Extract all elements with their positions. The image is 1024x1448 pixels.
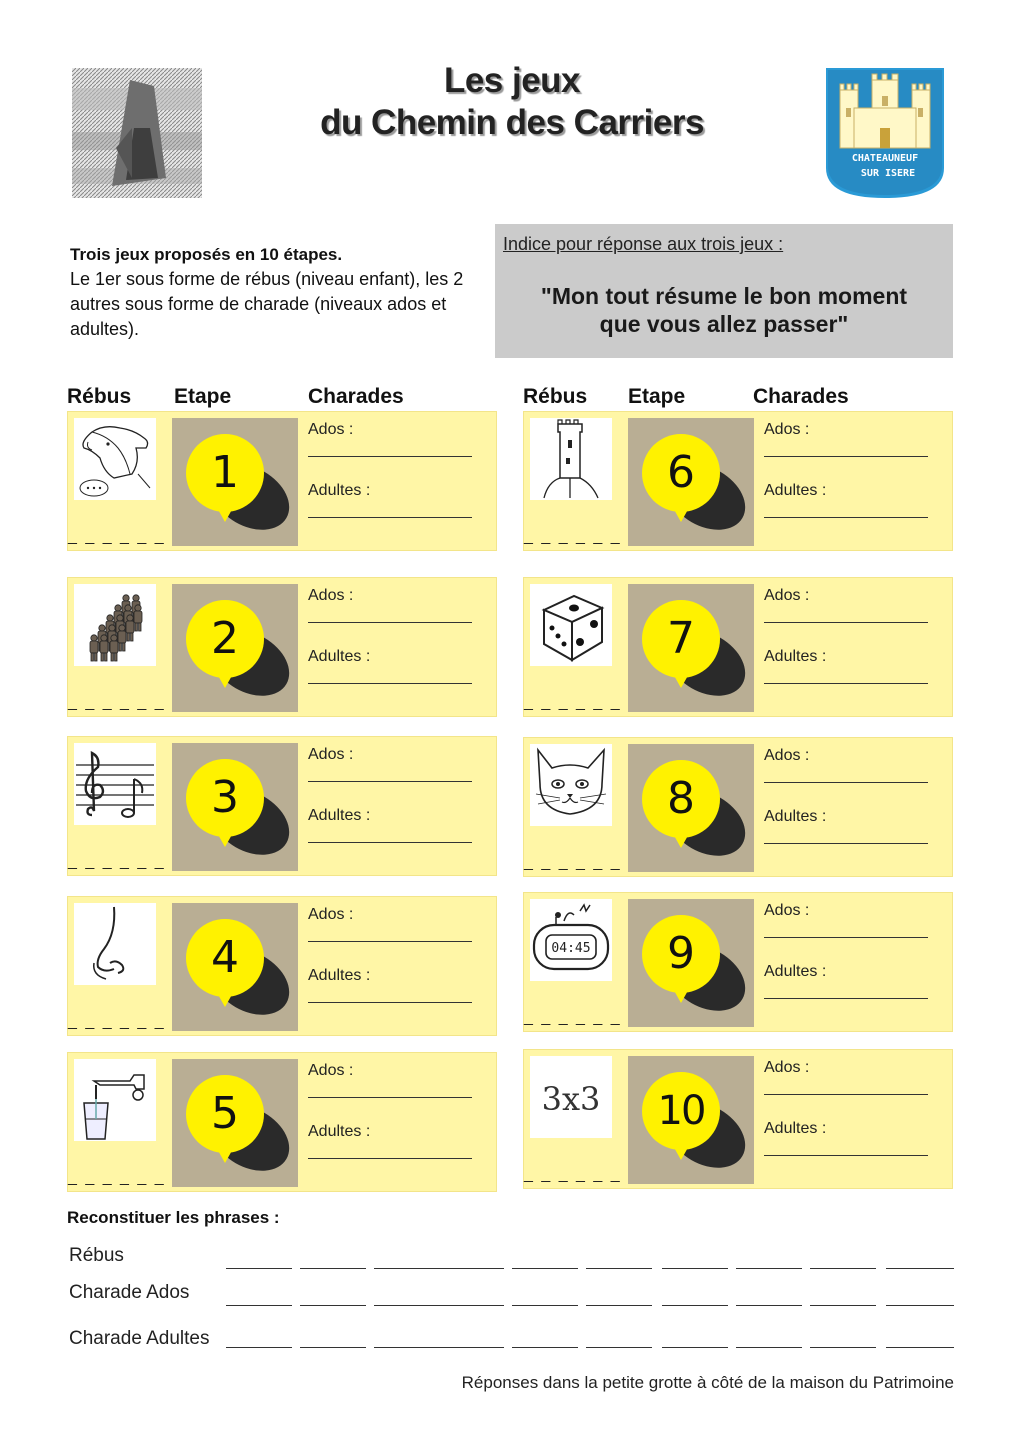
recon-blank-1-4[interactable] [512, 1305, 578, 1306]
intro-body: Le 1er sous forme de rébus (niveau enfant), les 2 autres sous forme de charade (niveaux ados et adultes). [70, 269, 464, 339]
etape-marker [172, 584, 298, 712]
adultes-answer-line[interactable] [308, 1158, 472, 1159]
adultes-label: Adultes : [764, 808, 827, 825]
hint-label: Indice pour réponse aux trois jeux : [503, 234, 784, 254]
ados-label: Ados : [308, 746, 354, 763]
ados-answer-line[interactable] [764, 622, 928, 623]
ados-label: Ados : [308, 1062, 354, 1079]
header-etape-left: Etape [174, 385, 232, 408]
recon-label-adultes: Charade Adultes [69, 1328, 210, 1349]
etape-number: 3 [211, 772, 239, 823]
recon-blank-2-2[interactable] [374, 1347, 440, 1348]
adultes-answer-line[interactable] [308, 517, 472, 518]
stage-card-6 [523, 411, 953, 551]
die-icon [530, 584, 612, 666]
recon-blank-1-9[interactable] [886, 1305, 954, 1306]
ados-label: Ados : [764, 421, 810, 438]
header-charades-right: Charades [753, 385, 849, 408]
intro-text [70, 242, 470, 342]
stage-card-1 [67, 411, 497, 551]
header-charades-left: Charades [308, 385, 404, 408]
adultes-answer-line[interactable] [308, 1002, 472, 1003]
recon-blank-0-2[interactable] [374, 1268, 440, 1269]
footer-note: Réponses dans la petite grotte à côté de la maison du Patrimoine [461, 1373, 954, 1392]
recon-blank-0-7[interactable] [736, 1268, 802, 1269]
ados-label: Ados : [764, 747, 810, 764]
recon-label-ados: Charade Ados [69, 1282, 190, 1303]
ados-label: Ados : [308, 587, 354, 604]
recon-blank-1-8[interactable] [810, 1305, 876, 1306]
stage-card-9 [523, 892, 953, 1032]
title-line-1: Les jeux [443, 61, 581, 100]
rebus-answer-blanks[interactable]: _ _ _ _ _ _ [524, 528, 622, 545]
recon-blank-0-0[interactable] [226, 1268, 292, 1269]
adultes-answer-line[interactable] [764, 843, 928, 844]
stage-card-7 [523, 577, 953, 717]
recon-blank-0-5[interactable] [586, 1268, 652, 1269]
recon-blank-2-9[interactable] [886, 1347, 954, 1348]
ados-answer-line[interactable] [764, 1094, 928, 1095]
stage-card-8 [523, 737, 953, 877]
ados-answer-line[interactable] [764, 782, 928, 783]
ados-answer-line[interactable] [308, 941, 472, 942]
recon-blank-1-0[interactable] [226, 1305, 292, 1306]
recon-blank-0-1[interactable] [300, 1268, 366, 1269]
ados-answer-line[interactable] [308, 456, 472, 457]
etape-number: 10 [657, 1088, 705, 1134]
etape-number: 1 [211, 447, 239, 498]
recon-blank-1-1[interactable] [300, 1305, 366, 1306]
recon-blank-0-8[interactable] [810, 1268, 876, 1269]
recon-blank-1-2[interactable] [374, 1305, 440, 1306]
recon-blank-2-4[interactable] [512, 1347, 578, 1348]
rebus-answer-blanks[interactable]: _ _ _ _ _ _ [524, 694, 622, 711]
rebus-answer-blanks[interactable]: _ _ _ _ _ _ [68, 853, 166, 870]
adultes-answer-line[interactable] [764, 517, 928, 518]
adultes-answer-line[interactable] [764, 998, 928, 999]
etape-marker [628, 418, 754, 546]
adultes-label: Adultes : [764, 648, 827, 665]
adultes-label: Adultes : [308, 648, 371, 665]
recon-blank-0-6[interactable] [662, 1268, 728, 1269]
crowd-icon [74, 584, 156, 666]
clock-text: 04:45 [551, 941, 591, 956]
recon-blank-2-0[interactable] [226, 1347, 292, 1348]
recon-blank-2-5[interactable] [586, 1347, 652, 1348]
stage-card-5 [67, 1052, 497, 1192]
ados-answer-line[interactable] [308, 1097, 472, 1098]
adultes-label: Adultes : [764, 1120, 827, 1137]
adultes-label: Adultes : [308, 967, 371, 984]
recon-blank-1-7[interactable] [736, 1305, 802, 1306]
header-rebus-right: Rébus [523, 385, 588, 408]
stage-card-2 [67, 577, 497, 717]
ados-label: Ados : [308, 421, 354, 438]
stage-card-10 [523, 1049, 953, 1189]
rebus-answer-blanks[interactable]: _ _ _ _ _ _ [68, 694, 166, 711]
logo-text-line-2: SUR ISERE [860, 168, 916, 179]
title-line-2: du Chemin des Carriers [320, 103, 704, 142]
ados-label: Ados : [764, 1059, 810, 1076]
adultes-label: Adultes : [308, 1123, 371, 1140]
adultes-answer-line[interactable] [764, 1155, 928, 1156]
etape-number: 5 [211, 1088, 239, 1139]
intro-bold: Trois jeux proposés en 10 étapes. [70, 245, 343, 264]
ados-answer-line[interactable] [764, 937, 928, 938]
hint-quote [495, 282, 953, 338]
ados-answer-line[interactable] [308, 781, 472, 782]
adultes-label: Adultes : [308, 482, 371, 499]
faucet-glass-icon [74, 1059, 156, 1141]
etape-marker [172, 418, 298, 546]
ados-answer-line[interactable] [308, 622, 472, 623]
rebus-text-3x3: 3x3 [541, 1080, 601, 1118]
adultes-label: Adultes : [308, 807, 371, 824]
ados-answer-line[interactable] [764, 456, 928, 457]
recon-blank-0-3[interactable] [438, 1268, 504, 1269]
recon-blank-2-6[interactable] [662, 1347, 728, 1348]
etape-marker [628, 1056, 754, 1184]
recon-blank-1-6[interactable] [662, 1305, 728, 1306]
recon-blank-2-3[interactable] [438, 1347, 504, 1348]
rebus-answer-blanks[interactable]: _ _ _ _ _ _ [524, 854, 622, 871]
etape-number: 8 [667, 773, 695, 824]
logo-text-line-1: CHATEAUNEUF [851, 153, 919, 164]
recon-blank-2-7[interactable] [736, 1347, 802, 1348]
rebus-answer-blanks[interactable]: _ _ _ _ _ _ [68, 528, 166, 545]
rebus-answer-blanks[interactable]: _ _ _ _ _ _ [524, 1009, 622, 1026]
recon-blank-1-5[interactable] [586, 1305, 652, 1306]
etape-number: 9 [667, 928, 695, 979]
cat-icon [530, 744, 612, 826]
hint-box [495, 224, 953, 358]
sheep-speech-icon [74, 418, 156, 500]
adultes-answer-line[interactable] [308, 683, 472, 684]
hint-quote-line-1: "Mon tout résume le bon moment [540, 283, 908, 309]
recon-blank-2-1[interactable] [300, 1347, 366, 1348]
recon-blank-0-4[interactable] [512, 1268, 578, 1269]
adultes-label: Adultes : [764, 963, 827, 980]
three-times-three [530, 1056, 612, 1138]
reconstitution-title: Reconstituer les phrases : [67, 1208, 280, 1227]
adultes-label: Adultes : [764, 482, 827, 499]
stage-card-3 [67, 736, 497, 876]
rebus-answer-blanks[interactable]: _ _ _ _ _ _ [68, 1013, 166, 1030]
etape-marker [172, 903, 298, 1031]
etape-marker [628, 744, 754, 872]
etape-number: 4 [211, 932, 239, 983]
tower-icon [530, 418, 612, 500]
etape-number: 7 [667, 613, 695, 664]
chateauneuf-logo [826, 68, 944, 198]
adultes-answer-line[interactable] [764, 683, 928, 684]
etape-number: 6 [667, 447, 695, 498]
alarm-clock-icon [530, 899, 612, 981]
recon-blank-1-3[interactable] [438, 1305, 504, 1306]
ados-label: Ados : [764, 902, 810, 919]
adultes-answer-line[interactable] [308, 842, 472, 843]
recon-label-rebus: Rébus [69, 1245, 124, 1266]
header-rebus-left: Rébus [67, 385, 132, 408]
recon-blank-2-8[interactable] [810, 1347, 876, 1348]
etape-marker [172, 743, 298, 871]
ados-label: Ados : [764, 587, 810, 604]
etape-marker [628, 899, 754, 1027]
rebus-answer-blanks[interactable]: _ _ _ _ _ _ [68, 1169, 166, 1186]
recon-blank-0-9[interactable] [886, 1268, 954, 1269]
nose-icon [74, 903, 156, 985]
ados-label: Ados : [308, 906, 354, 923]
stage-card-4 [67, 896, 497, 1036]
etape-marker [628, 584, 754, 712]
music-staff-icon [74, 743, 156, 825]
rebus-answer-blanks[interactable]: _ _ _ _ _ _ [524, 1166, 622, 1183]
etape-marker [172, 1059, 298, 1187]
header-etape-right: Etape [628, 385, 686, 408]
hint-quote-line-2: que vous allez passer" [599, 311, 849, 337]
etape-number: 2 [211, 613, 239, 664]
